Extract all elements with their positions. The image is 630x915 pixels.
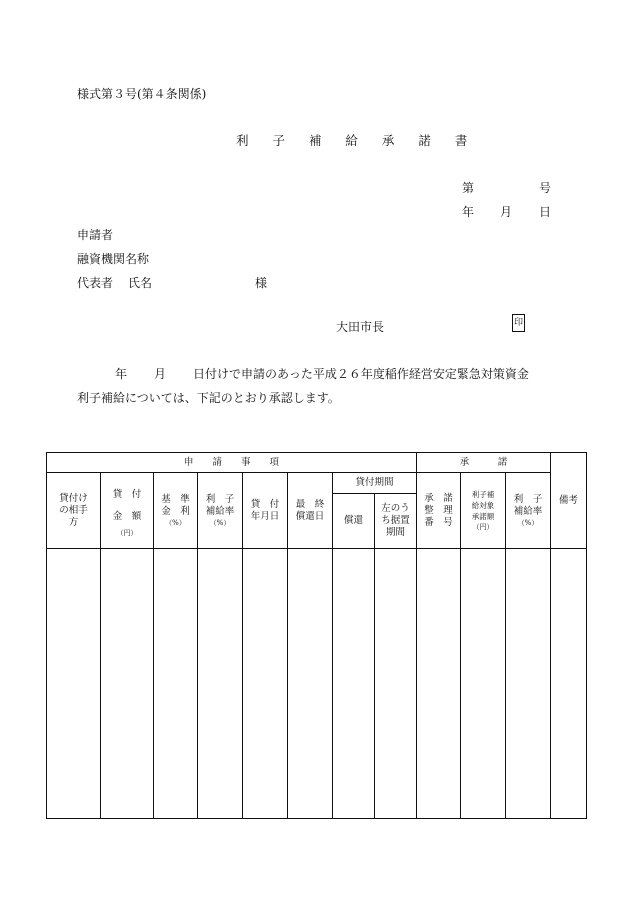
loan-amount-cell bbox=[101, 549, 154, 819]
subsidy-rate-cell bbox=[198, 549, 243, 819]
repayment-header: 償還 bbox=[333, 494, 375, 549]
final-repayment-cell bbox=[288, 549, 333, 819]
subsidy-rate-label: 利 子 補給率 bbox=[205, 493, 235, 517]
body-month: 月 bbox=[154, 367, 167, 381]
group-approval: 承 諾 bbox=[417, 453, 551, 473]
application-table bbox=[46, 452, 587, 819]
body-line-1 bbox=[115, 367, 529, 381]
loan-amount-label: 貸 付 金 額 bbox=[112, 488, 142, 522]
base-rate-unit: （%） bbox=[165, 518, 186, 527]
body-rest: 日付けで申請のあった平成２６年度稲作経営安定緊急対策資金 bbox=[193, 367, 529, 381]
subsidy-rate-unit: （%） bbox=[209, 518, 231, 527]
representative-name-label: 氏名 bbox=[128, 276, 153, 290]
remarks-header: 備考 bbox=[551, 453, 587, 549]
representative-label: 代表者 bbox=[77, 276, 114, 290]
date-month: 月 bbox=[500, 205, 513, 219]
lender-cell bbox=[47, 549, 101, 819]
base-rate-label: 基 準 金 利 bbox=[161, 493, 190, 517]
number-label: 第 bbox=[462, 181, 475, 195]
base-rate-cell bbox=[154, 549, 198, 819]
document-title: 利 子 補 給 承 諾 書 bbox=[236, 133, 478, 148]
remarks-cell bbox=[551, 549, 587, 819]
form-number: 様式第３号(第４条関係) bbox=[77, 87, 207, 101]
lender-header: 貸付け の相手 方 bbox=[47, 473, 101, 549]
date-day: 日 bbox=[539, 205, 552, 219]
mayor-label: 大田市長 bbox=[336, 320, 385, 334]
loan-date-header: 貸 付 年月日 bbox=[243, 473, 288, 549]
body-line-2: 利子補給については、下記のとおり承認します。 bbox=[77, 391, 340, 405]
institution-label: 融資機関名称 bbox=[77, 252, 150, 266]
date-year: 年 bbox=[462, 205, 475, 219]
approved-amount-cell bbox=[461, 549, 506, 819]
approved-rate-unit: （%） bbox=[517, 518, 539, 527]
subsidy-rate-header bbox=[198, 473, 243, 549]
approved-amount-header bbox=[461, 473, 506, 549]
deferment-cell bbox=[375, 549, 417, 819]
deferment-header: 左のう ち据置 期間 bbox=[375, 494, 417, 549]
approved-amount-label: 利子補 給対象 承諾額 bbox=[471, 490, 495, 521]
approved-rate-header bbox=[506, 473, 551, 549]
seal-mark: 印 bbox=[512, 314, 525, 332]
loan-period-header: 貸付期間 bbox=[333, 473, 417, 494]
table-row bbox=[47, 549, 587, 819]
approved-amount-unit: （円） bbox=[472, 523, 494, 531]
loan-date-cell bbox=[243, 549, 288, 819]
base-rate-header bbox=[154, 473, 198, 549]
loan-amount-header bbox=[101, 473, 154, 549]
approval-number-header: 承 諾 整 理 番 号 bbox=[417, 473, 461, 549]
number-suffix: 号 bbox=[539, 181, 552, 195]
body-year: 年 bbox=[115, 367, 128, 381]
representative-honorific: 様 bbox=[255, 276, 268, 290]
applicant-label: 申請者 bbox=[77, 228, 114, 242]
approved-rate-cell bbox=[506, 549, 551, 819]
approval-number-cell bbox=[417, 549, 461, 819]
final-repayment-header: 最 終 償還日 bbox=[288, 473, 333, 549]
repayment-cell bbox=[333, 549, 375, 819]
group-application: 申 請 事 項 bbox=[47, 453, 417, 473]
approved-rate-label: 利 子 補給率 bbox=[513, 493, 543, 517]
loan-amount-unit: （円） bbox=[116, 528, 138, 537]
